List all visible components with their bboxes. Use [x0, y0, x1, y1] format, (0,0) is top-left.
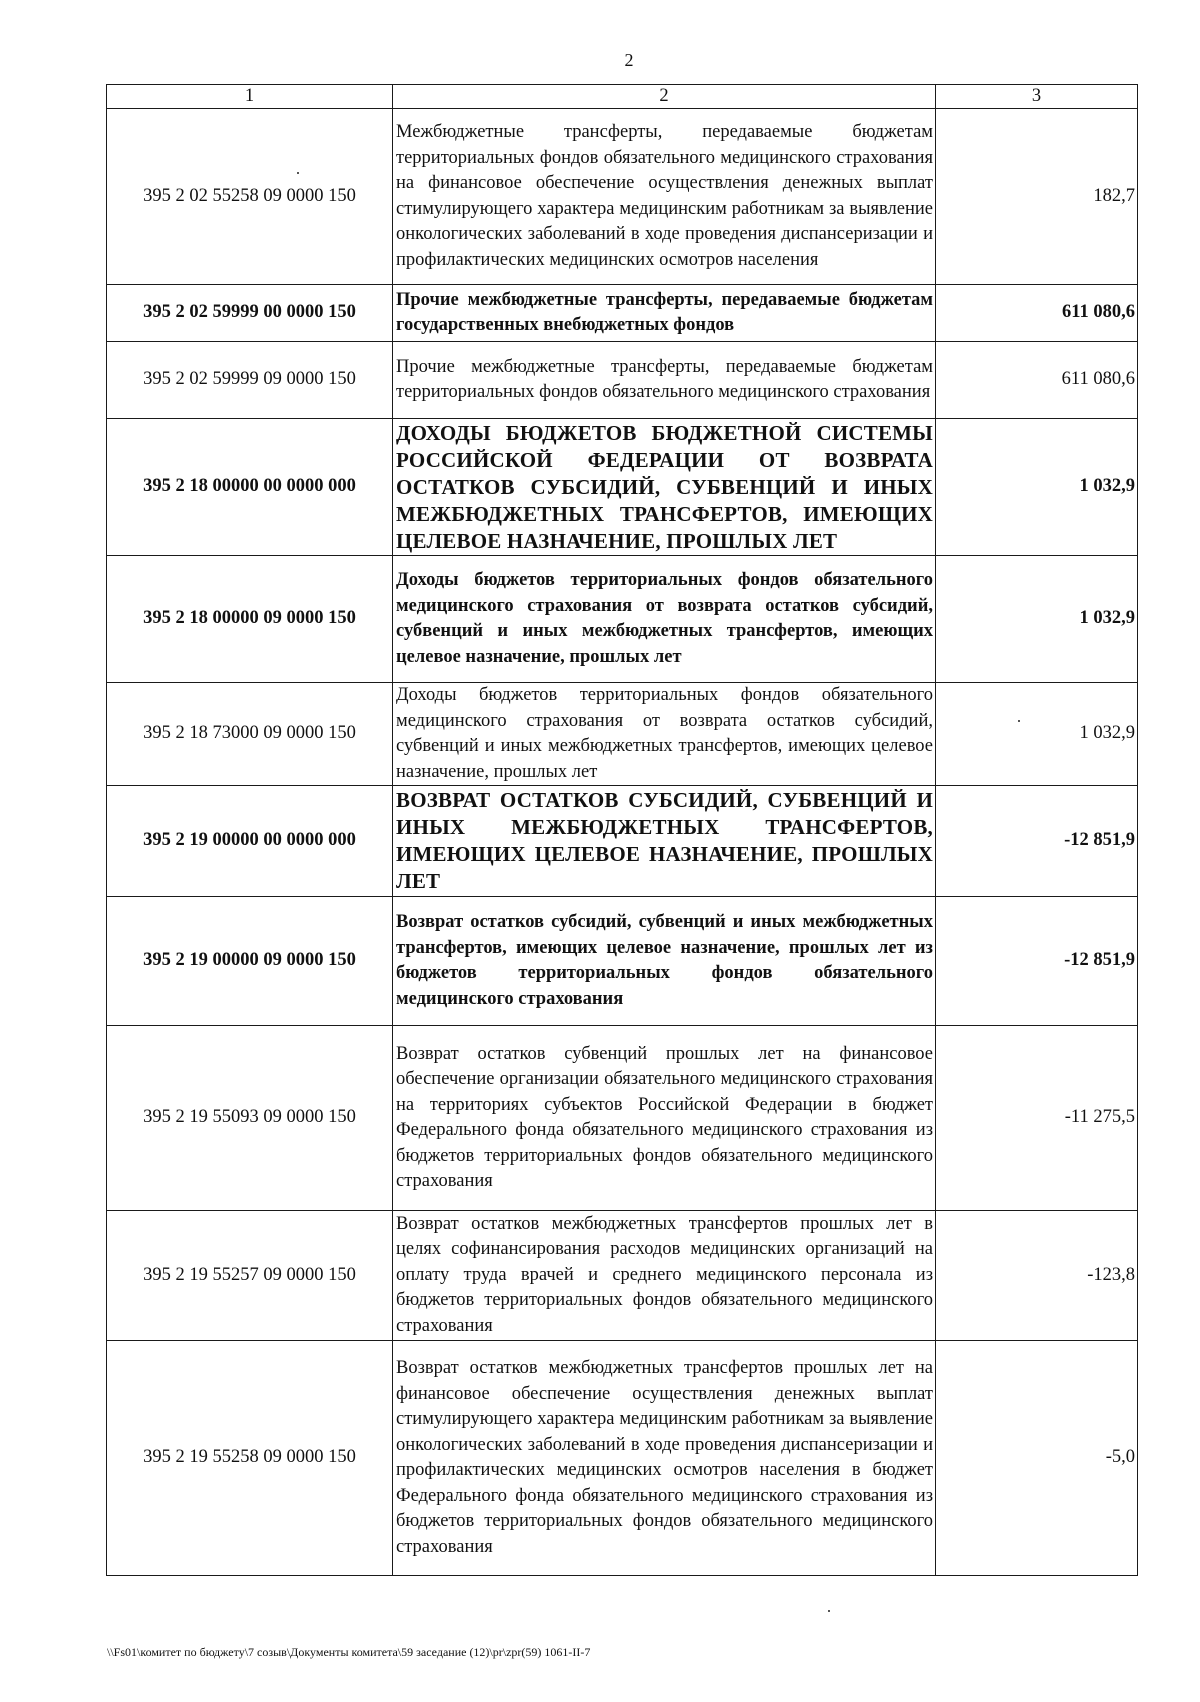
row-code: 395 2 19 55093 09 0000 150 [107, 1026, 393, 1211]
table-row [107, 1211, 1138, 1341]
row-amount: 611 080,6 [936, 342, 1138, 419]
row-code: 395 2 19 00000 09 0000 150 [107, 897, 393, 1026]
row-amount: -5,0 [936, 1341, 1138, 1576]
row-code: 395 2 02 59999 00 0000 150 [107, 285, 393, 342]
row-code: 395 2 02 59999 09 0000 150 [107, 342, 393, 419]
page-number: 2 [624, 50, 634, 70]
row-description: Прочие межбюджетные трансферты, передаваемые бюджетам территориальных фондов обязательного медицинского страхования [393, 342, 936, 419]
row-description: Возврат остатков субсидий, субвенций и иных межбюджетных трансфертов, имеющих целевое назначение, прошлых лет из бюджетов территориальных фондов обязательного медицинского страхования [393, 897, 936, 1026]
row-code: 395 2 18 00000 09 0000 150 [107, 556, 393, 683]
table-row [107, 109, 1138, 285]
row-code: 395 2 02 55258 09 0000 150 [107, 109, 393, 285]
row-amount: -12 851,9 [936, 897, 1138, 1026]
footer-file-path: \\Fs01\комитет по бюджету\7 созыв\Документы комитета\59 заседание (12)\pr\zpr(59) 1061-II-7 [107, 1645, 591, 1659]
row-description: Возврат остатков межбюджетных трансфертов прошлых лет в целях софинансирования расходов медицинских организаций на оплату труда врачей и среднего медицинского персонала из бюджетов территориальных фондов обязательного медицинского страхования [393, 1211, 936, 1341]
table-row [107, 897, 1138, 1026]
row-amount: 182,7 [936, 109, 1138, 285]
row-code: 395 2 18 00000 00 0000 000 [107, 419, 393, 556]
table-row [107, 786, 1138, 897]
column-header-description: 2 [393, 85, 936, 109]
row-code: 395 2 19 55258 09 0000 150 [107, 1341, 393, 1576]
scan-speck [828, 1610, 830, 1612]
table-row [107, 419, 1138, 556]
budget-classification-table [106, 84, 1138, 1576]
row-description: Возврат остатков межбюджетных трансфертов прошлых лет на финансовое обеспечение осуществления денежных выплат стимулирующего характера медицинским работникам за выявление онкологических заболеваний в ходе проведения диспансеризации и профилактических медицинских осмотров населения в бюджет Федерального фонда обязательного медицинского страхования из бюджетов территориальных фондов обязательного медицинского страхования [393, 1341, 936, 1576]
table-header-row [107, 85, 1138, 109]
table-row [107, 683, 1138, 786]
table-row [107, 285, 1138, 342]
row-amount: 611 080,6 [936, 285, 1138, 342]
row-code: 395 2 19 00000 00 0000 000 [107, 786, 393, 897]
row-description: ВОЗВРАТ ОСТАТКОВ СУБСИДИЙ, СУБВЕНЦИЙ И ИНЫХ МЕЖБЮДЖЕТНЫХ ТРАНСФЕРТОВ, ИМЕЮЩИХ ЦЕЛЕВОЕ НАЗНАЧЕНИЕ, ПРОШЛЫХ ЛЕТ [393, 786, 936, 897]
row-description: Доходы бюджетов территориальных фондов обязательного медицинского страхования от возврата остатков субсидий, субвенций и иных межбюджетных трансфертов, имеющих целевое назначение, прошлых лет [393, 556, 936, 683]
row-description: Межбюджетные трансферты, передаваемые бюджетам территориальных фондов обязательного медицинского страхования на финансовое обеспечение осуществления денежных выплат стимулирующего характера медицинским работникам за выявление онкологических заболеваний в ходе проведения диспансеризации и профилактических медицинских осмотров населения [393, 109, 936, 285]
row-amount: -123,8 [936, 1211, 1138, 1341]
table-row [107, 1341, 1138, 1576]
scan-speck [297, 172, 299, 174]
table-row [107, 342, 1138, 419]
row-amount: -11 275,5 [936, 1026, 1138, 1211]
table-row [107, 1026, 1138, 1211]
row-code: 395 2 19 55257 09 0000 150 [107, 1211, 393, 1341]
row-code: 395 2 18 73000 09 0000 150 [107, 683, 393, 786]
row-amount: -12 851,9 [936, 786, 1138, 897]
row-description: ДОХОДЫ БЮДЖЕТОВ БЮДЖЕТНОЙ СИСТЕМЫ РОССИЙСКОЙ ФЕДЕРАЦИИ ОТ ВОЗВРАТА ОСТАТКОВ СУБСИДИЙ, СУБВЕНЦИЙ И ИНЫХ МЕЖБЮДЖЕТНЫХ ТРАНСФЕРТОВ, ИМЕЮЩИХ ЦЕЛЕВОЕ НАЗНАЧЕНИЕ, ПРОШЛЫХ ЛЕТ [393, 419, 936, 556]
row-description: Доходы бюджетов территориальных фондов обязательного медицинского страхования от возврата остатков субсидий, субвенций и иных межбюджетных трансфертов, имеющих целевое назначение, прошлых лет [393, 683, 936, 786]
scan-speck [1018, 720, 1020, 722]
table-row [107, 556, 1138, 683]
row-amount: 1 032,9 [936, 419, 1138, 556]
column-header-code: 1 [107, 85, 393, 109]
row-amount: 1 032,9 [936, 683, 1138, 786]
row-amount: 1 032,9 [936, 556, 1138, 683]
row-description: Возврат остатков субвенций прошлых лет на финансовое обеспечение организации обязательного медицинского страхования на территориях субъектов Российской Федерации в бюджет Федерального фонда обязательного медицинского страхования из бюджетов территориальных фондов обязательного медицинского страхования [393, 1026, 936, 1211]
row-description: Прочие межбюджетные трансферты, передаваемые бюджетам государственных внебюджетных фондов [393, 285, 936, 342]
column-header-amount: 3 [936, 85, 1138, 109]
